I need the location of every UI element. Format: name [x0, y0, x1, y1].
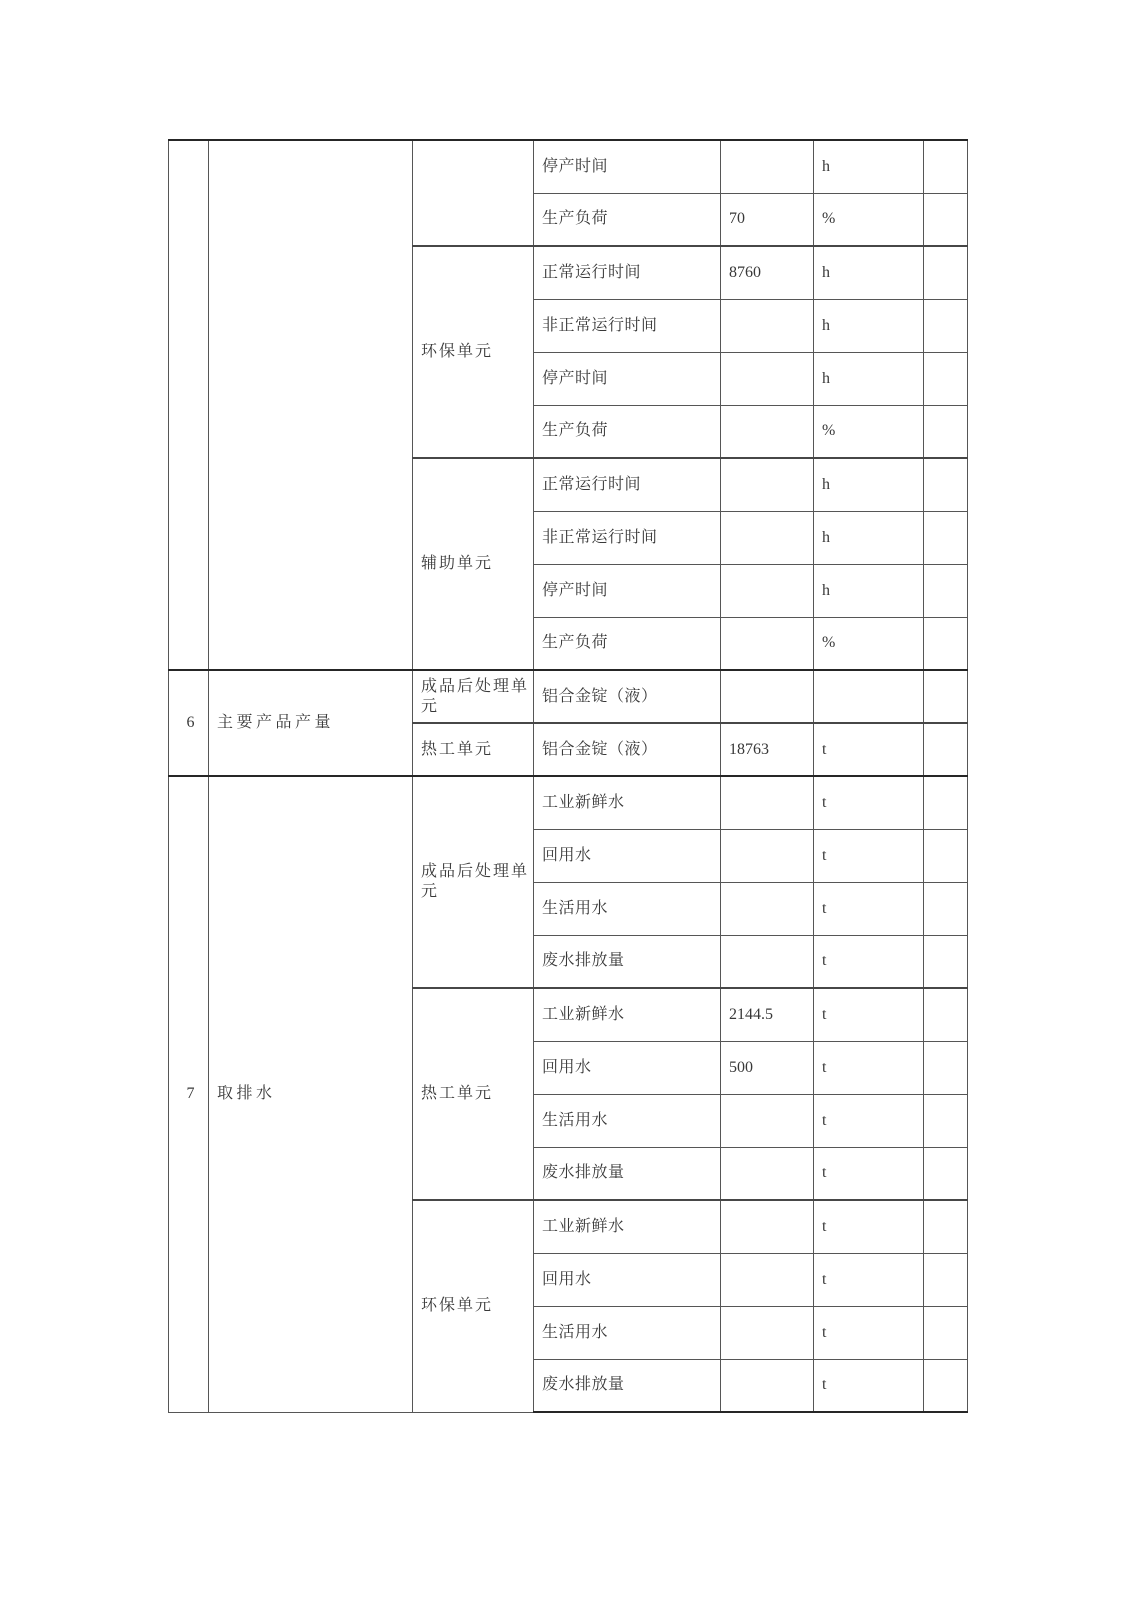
cell-measure-unit: % [814, 617, 924, 670]
cell-unit-name: 成品后处理单元 [413, 776, 534, 988]
cell-unit-name: 热工单元 [413, 723, 534, 776]
cell-measure-unit: t [814, 1359, 924, 1412]
cell-value [721, 882, 814, 935]
cell-indicator-label: 回用水 [534, 1041, 721, 1094]
cell-value [721, 299, 814, 352]
cell-indicator-label: 工业新鲜水 [534, 776, 721, 829]
cell-measure-unit: t [814, 935, 924, 988]
cell-indicator-label: 生活用水 [534, 882, 721, 935]
cell-value [721, 352, 814, 405]
cell-note [924, 882, 968, 935]
cell-measure-unit: h [814, 458, 924, 511]
cell-value [721, 670, 814, 723]
cell-measure-unit: t [814, 1147, 924, 1200]
cell-value [721, 564, 814, 617]
cell-measure-unit: t [814, 723, 924, 776]
cell-value [721, 1253, 814, 1306]
cell-note [924, 1147, 968, 1200]
cell-indicator-label: 铝合金锭（液） [534, 723, 721, 776]
cell-measure-unit: h [814, 140, 924, 193]
cell-indicator-label: 回用水 [534, 1253, 721, 1306]
cell-note [924, 988, 968, 1041]
cell-note [924, 617, 968, 670]
cell-item-category: 取排水 [209, 776, 413, 1412]
cell-note [924, 140, 968, 193]
cell-indicator-label: 停产时间 [534, 564, 721, 617]
cell-unit-name: 环保单元 [413, 246, 534, 458]
cell-note [924, 405, 968, 458]
table-row [169, 140, 968, 193]
cell-measure-unit: t [814, 1041, 924, 1094]
cell-indicator-label: 停产时间 [534, 352, 721, 405]
cell-measure-unit: t [814, 882, 924, 935]
cell-indicator-label: 正常运行时间 [534, 458, 721, 511]
cell-unit-name [413, 140, 534, 246]
cell-value [721, 776, 814, 829]
cell-indicator-label: 工业新鲜水 [534, 1200, 721, 1253]
cell-note [924, 670, 968, 723]
cell-item-no: 7 [169, 776, 209, 1412]
cell-indicator-label: 铝合金锭（液） [534, 670, 721, 723]
cell-note [924, 511, 968, 564]
cell-note [924, 564, 968, 617]
cell-note [924, 246, 968, 299]
cell-note [924, 829, 968, 882]
cell-value [721, 405, 814, 458]
cell-value [721, 1359, 814, 1412]
cell-value [721, 1094, 814, 1147]
cell-value [721, 1200, 814, 1253]
cell-measure-unit: h [814, 352, 924, 405]
cell-value: 2144.5 [721, 988, 814, 1041]
cell-indicator-label: 废水排放量 [534, 935, 721, 988]
cell-indicator-label: 生活用水 [534, 1306, 721, 1359]
cell-value [721, 1147, 814, 1200]
cell-unit-name: 成品后处理单元 [413, 670, 534, 723]
cell-item-category: 主要产品产量 [209, 670, 413, 776]
table-row [169, 670, 968, 723]
cell-note [924, 352, 968, 405]
cell-value [721, 140, 814, 193]
cell-note [924, 458, 968, 511]
cell-measure-unit: t [814, 988, 924, 1041]
cell-measure-unit: h [814, 246, 924, 299]
cell-unit-name: 环保单元 [413, 1200, 534, 1412]
cell-measure-unit: h [814, 564, 924, 617]
cell-unit-name: 热工单元 [413, 988, 534, 1200]
cell-note [924, 1306, 968, 1359]
cell-measure-unit: t [814, 829, 924, 882]
cell-note [924, 935, 968, 988]
cell-measure-unit: t [814, 1253, 924, 1306]
cell-value [721, 617, 814, 670]
cell-measure-unit: t [814, 1200, 924, 1253]
cell-note [924, 776, 968, 829]
cell-indicator-label: 废水排放量 [534, 1359, 721, 1412]
cell-indicator-label: 非正常运行时间 [534, 299, 721, 352]
cell-indicator-label: 非正常运行时间 [534, 511, 721, 564]
cell-indicator-label: 生产负荷 [534, 617, 721, 670]
cell-value: 18763 [721, 723, 814, 776]
cell-note [924, 1041, 968, 1094]
cell-indicator-label: 废水排放量 [534, 1147, 721, 1200]
cell-note [924, 723, 968, 776]
cell-indicator-label: 回用水 [534, 829, 721, 882]
cell-value: 8760 [721, 246, 814, 299]
cell-indicator-label: 生产负荷 [534, 405, 721, 458]
cell-note [924, 1094, 968, 1147]
cell-value [721, 1306, 814, 1359]
cell-value [721, 935, 814, 988]
cell-note [924, 1253, 968, 1306]
report-table [168, 139, 968, 1413]
cell-indicator-label: 生活用水 [534, 1094, 721, 1147]
cell-value [721, 511, 814, 564]
cell-unit-name: 辅助单元 [413, 458, 534, 670]
cell-measure-unit: t [814, 1306, 924, 1359]
cell-measure-unit: h [814, 511, 924, 564]
cell-note [924, 299, 968, 352]
cell-indicator-label: 停产时间 [534, 140, 721, 193]
cell-value [721, 458, 814, 511]
cell-item-category [209, 140, 413, 670]
table-row [169, 776, 968, 829]
cell-note [924, 1200, 968, 1253]
cell-measure-unit: t [814, 1094, 924, 1147]
cell-item-no [169, 140, 209, 670]
cell-value: 70 [721, 193, 814, 246]
cell-indicator-label: 生产负荷 [534, 193, 721, 246]
cell-measure-unit: % [814, 405, 924, 458]
cell-measure-unit: % [814, 193, 924, 246]
cell-value [721, 829, 814, 882]
cell-note [924, 1359, 968, 1412]
cell-measure-unit: t [814, 776, 924, 829]
cell-item-no: 6 [169, 670, 209, 776]
cell-indicator-label: 工业新鲜水 [534, 988, 721, 1041]
cell-measure-unit: h [814, 299, 924, 352]
cell-indicator-label: 正常运行时间 [534, 246, 721, 299]
cell-note [924, 193, 968, 246]
cell-measure-unit [814, 670, 924, 723]
cell-value: 500 [721, 1041, 814, 1094]
